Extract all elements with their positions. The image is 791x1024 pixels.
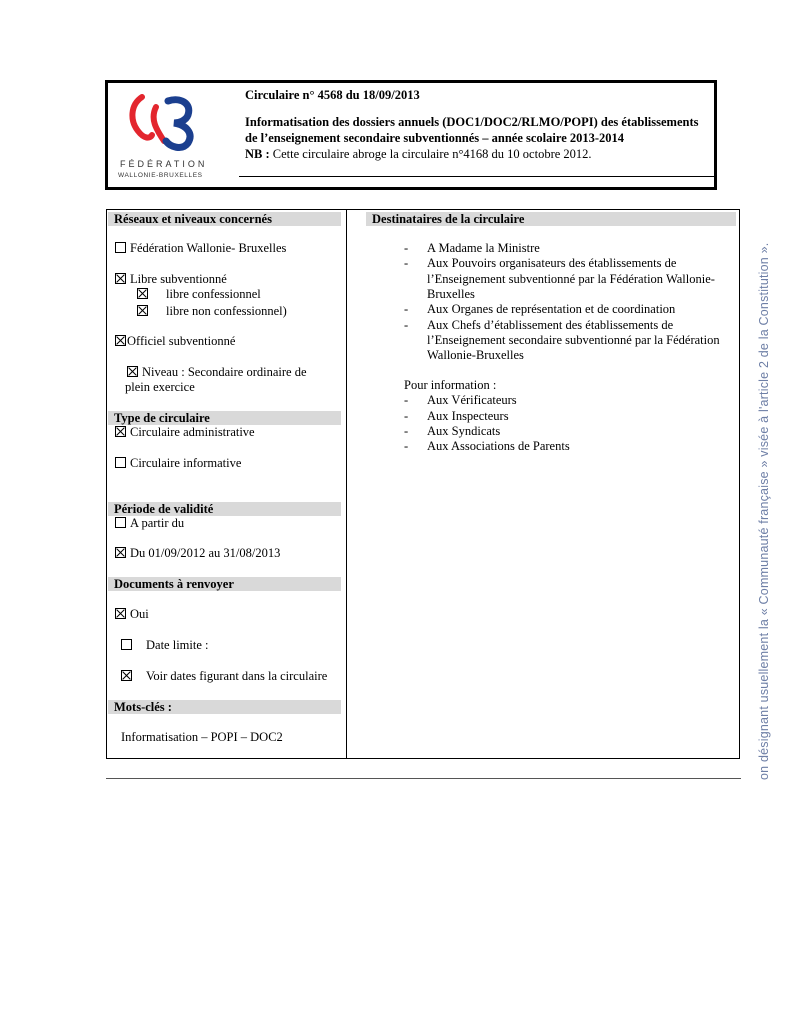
header-rule bbox=[239, 176, 717, 177]
dash: - bbox=[404, 409, 409, 423]
federation-label: Fédération Wallonie- Bruxelles bbox=[130, 241, 287, 255]
dest-chefs-2: l’Enseignement secondaire subventionné par la Fédération bbox=[427, 333, 720, 347]
oui-label: Oui bbox=[130, 607, 149, 621]
a-partir-label: A partir du bbox=[130, 516, 185, 530]
info-table bbox=[106, 209, 740, 759]
dest-ministre: A Madame la Ministre bbox=[427, 241, 540, 255]
libre-sub-row bbox=[115, 272, 227, 287]
dest-pouvoirs-2: l’Enseignement subventionné par la Fédération Wallonie- bbox=[427, 272, 715, 286]
libre-sub-label: Libre subventionné bbox=[130, 272, 227, 286]
circ-info-label: Circulaire informative bbox=[130, 456, 242, 470]
header-text bbox=[245, 87, 715, 162]
libre-non-conf-checkbox[interactable] bbox=[137, 305, 148, 316]
dest-pouvoirs-3: Bruxelles bbox=[427, 287, 475, 301]
a-partir-row bbox=[115, 516, 184, 531]
dash: - bbox=[404, 393, 409, 407]
dest-chefs-3: Wallonie-Bruxelles bbox=[427, 348, 524, 362]
federation-checkbox[interactable] bbox=[115, 242, 126, 253]
info-syndicats: Aux Syndicats bbox=[427, 424, 501, 438]
a-partir-checkbox[interactable] bbox=[115, 517, 126, 528]
circ-admin-checkbox[interactable] bbox=[115, 426, 126, 437]
voir-dates-checkbox[interactable] bbox=[121, 670, 132, 681]
du-au-label: Du 01/09/2012 au 31/08/2013 bbox=[130, 546, 281, 560]
date-limite-label: Date limite : bbox=[146, 638, 209, 652]
niveau-label-1: Niveau : Secondaire ordinaire de bbox=[142, 365, 307, 379]
pour-information: Pour information : bbox=[404, 378, 497, 392]
niveau-label-2: plein exercice bbox=[125, 380, 195, 394]
dash: - bbox=[404, 302, 409, 316]
dash: - bbox=[404, 439, 409, 453]
nb-label: NB : bbox=[245, 147, 270, 161]
circ-admin-row bbox=[115, 425, 255, 440]
logo-text-federation: FÉDÉRATION bbox=[120, 159, 208, 169]
niveau-checkbox[interactable] bbox=[127, 366, 138, 377]
date-limite-checkbox[interactable] bbox=[121, 639, 132, 650]
mots-heading: Mots-clés : bbox=[108, 700, 341, 714]
du-au-checkbox[interactable] bbox=[115, 547, 126, 558]
federation-row bbox=[115, 241, 286, 256]
libre-sub-checkbox[interactable] bbox=[115, 273, 126, 284]
du-au-row bbox=[115, 546, 280, 561]
federation-logo bbox=[120, 89, 230, 184]
mots-value: Informatisation – POPI – DOC2 bbox=[121, 730, 283, 744]
nb-line bbox=[245, 146, 715, 162]
voir-dates-label: Voir dates figurant dans la circulaire bbox=[146, 669, 328, 683]
title-line-1: Informatisation des dossiers annuels (DOC1/DOC2/RLMO/POPI) des établissements bbox=[245, 115, 699, 129]
dest-organes: Aux Organes de représentation et de coordination bbox=[427, 302, 676, 316]
info-verificateurs: Aux Vérificateurs bbox=[427, 393, 517, 407]
niveau-row bbox=[127, 365, 307, 380]
dest-chefs-1: Aux Chefs d’établissement des établissements de bbox=[427, 318, 674, 332]
officiel-checkbox[interactable] bbox=[115, 335, 126, 346]
libre-non-conf-label: libre non confessionnel) bbox=[166, 304, 287, 318]
dash: - bbox=[404, 256, 409, 270]
info-inspecteurs: Aux Inspecteurs bbox=[427, 409, 509, 423]
type-heading: Type de circulaire bbox=[108, 411, 341, 425]
title-line-2: de l’enseignement secondaire subventionnés – année scolaire 2013-2014 bbox=[245, 131, 625, 145]
dash: - bbox=[404, 318, 409, 332]
date-limite-row bbox=[121, 638, 208, 653]
destinataires-heading: Destinataires de la circulaire bbox=[366, 212, 736, 226]
libre-conf-row bbox=[137, 287, 261, 302]
officiel-label: Officiel subventionné bbox=[127, 334, 236, 348]
libre-conf-checkbox[interactable] bbox=[137, 288, 148, 299]
logo-text-wallonie: WALLONIE-BRUXELLES bbox=[118, 172, 203, 179]
dest-pouvoirs-1: Aux Pouvoirs organisateurs des établissements de bbox=[427, 256, 677, 270]
circulaire-number: Circulaire n° 4568 du 18/09/2013 bbox=[245, 88, 420, 102]
officiel-row bbox=[115, 334, 235, 349]
dash: - bbox=[404, 424, 409, 438]
circ-info-checkbox[interactable] bbox=[115, 457, 126, 468]
libre-non-conf-row bbox=[137, 304, 287, 319]
docs-heading: Documents à renvoyer bbox=[108, 577, 341, 591]
side-note: on désignant usuellement la « Communauté française » visée à l'article 2 de la Constitution ». bbox=[757, 242, 771, 780]
periode-heading: Période de validité bbox=[108, 502, 341, 516]
nb-text: Cette circulaire abroge la circulaire n°4168 du 10 octobre 2012. bbox=[269, 147, 592, 161]
reseaux-heading: Réseaux et niveaux concernés bbox=[108, 212, 341, 226]
dash: - bbox=[404, 241, 409, 255]
circ-info-row bbox=[115, 456, 241, 471]
voir-dates-row bbox=[121, 669, 327, 684]
column-divider bbox=[346, 210, 347, 758]
header-box bbox=[105, 80, 717, 190]
oui-checkbox[interactable] bbox=[115, 608, 126, 619]
circ-admin-label: Circulaire administrative bbox=[130, 425, 255, 439]
libre-conf-label: libre confessionnel bbox=[166, 287, 261, 301]
oui-row bbox=[115, 607, 149, 622]
info-parents: Aux Associations de Parents bbox=[427, 439, 570, 453]
bottom-rule bbox=[106, 778, 741, 779]
